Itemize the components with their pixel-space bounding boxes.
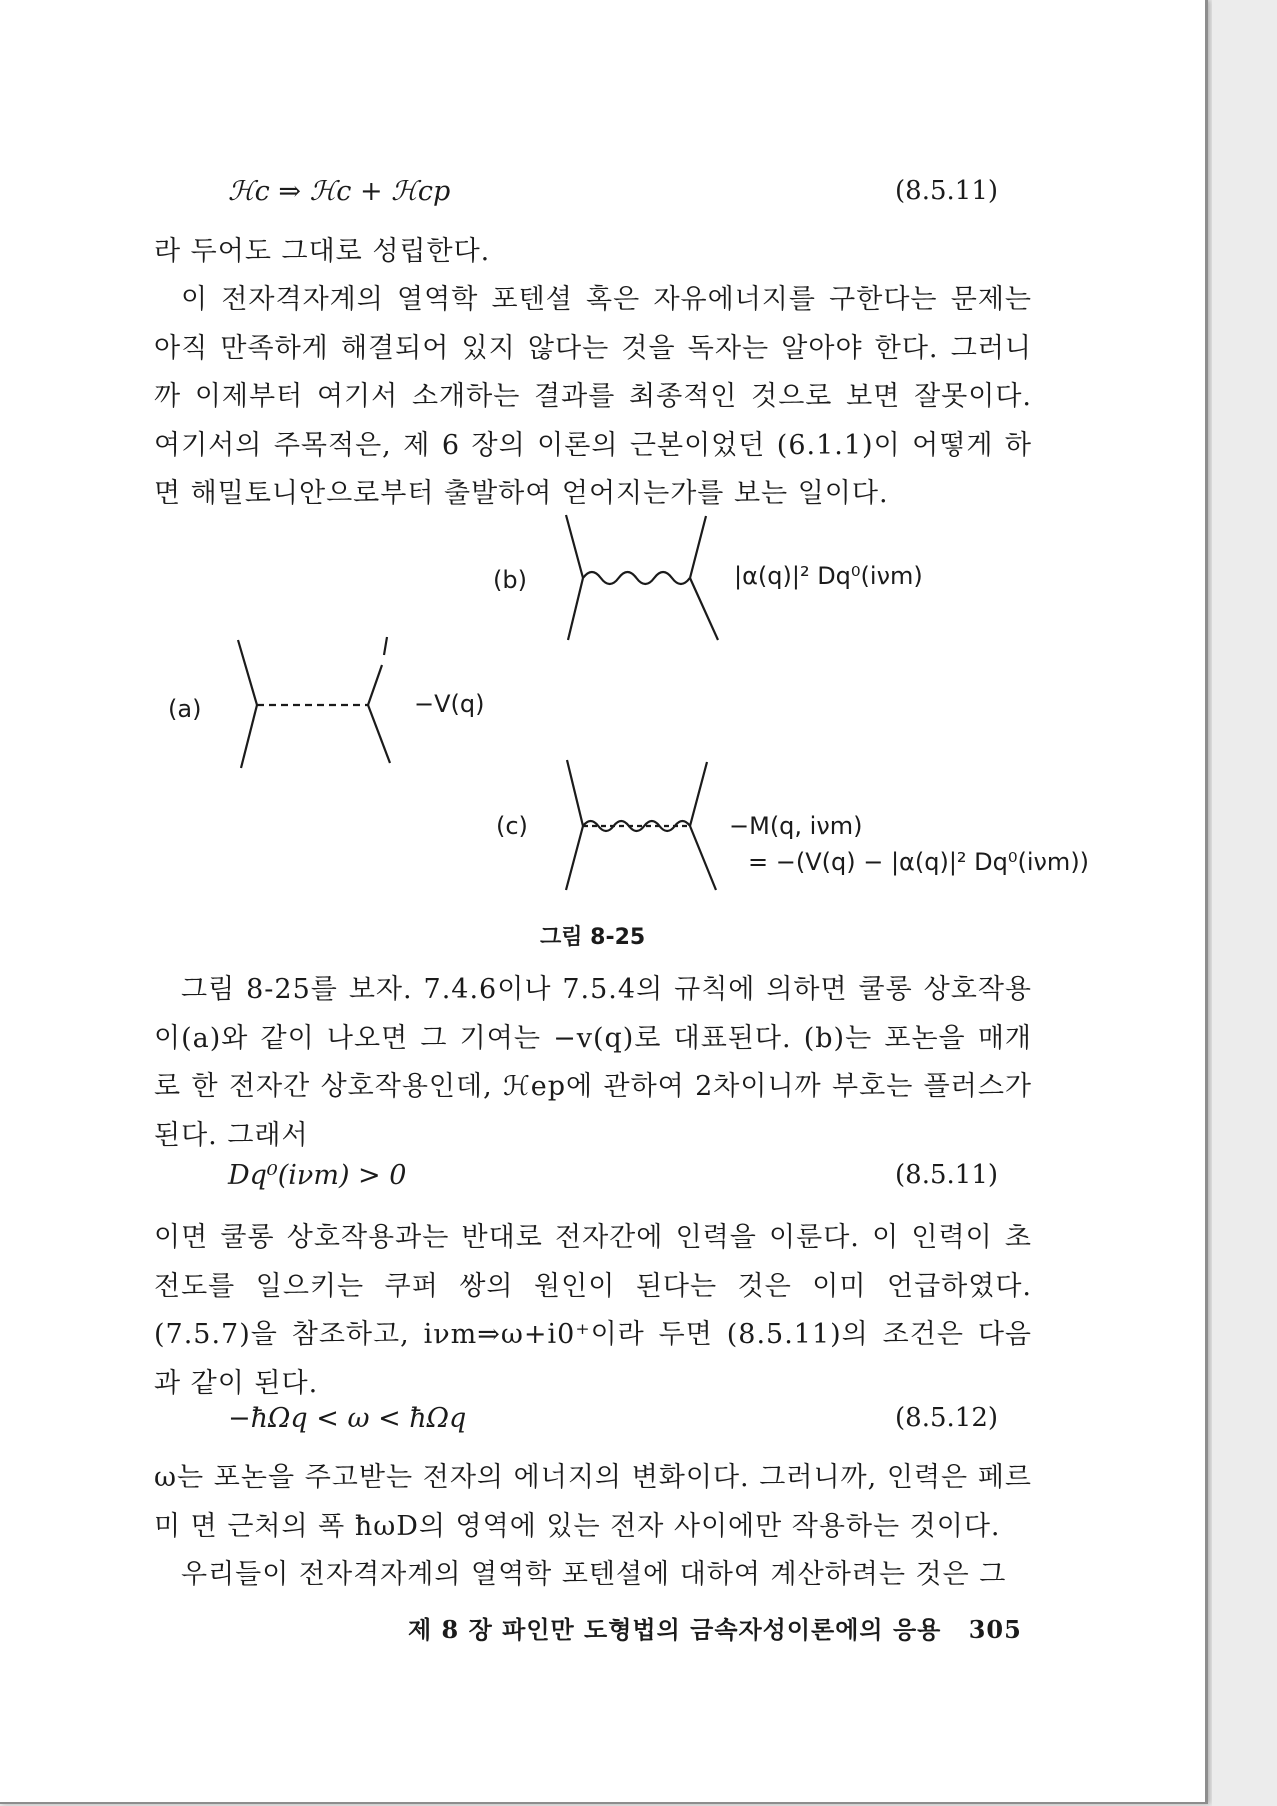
equation-formula: ℋc ⇒ ℋc + ℋcp xyxy=(228,176,451,207)
diagram-c-expression-line2: = −(V(q) − |α(q)|² Dq⁰(iνm)) xyxy=(748,848,1090,876)
equation-number: (8.5.11) xyxy=(895,1160,998,1190)
diagram-a-expression: −V(q) xyxy=(414,690,485,718)
equation-8-5-11-b xyxy=(228,1160,998,1204)
page-number: 305 xyxy=(968,1615,1022,1644)
viewer-background xyxy=(1212,0,1277,1806)
equation-number: (8.5.11) xyxy=(895,176,998,206)
diagram-c-expression-line1: −M(q, iνm) xyxy=(729,812,863,840)
equation-number: (8.5.12) xyxy=(895,1403,998,1433)
diagram-c-graphic xyxy=(566,760,716,890)
diagram-b-graphic xyxy=(566,515,718,640)
paragraph-3: 그림 8-25를 보자. 7.4.6이나 7.5.4의 규칙에 의하면 쿨롱 상호작용이(a)와 같이 나오면 그 기여는 −v(q)로 대표된다. (b)는 포논을 매개로 한 전자간 상호작용인데, ℋep에 관하여 2차이니까 부호는 플러스가 된다. 그래서 xyxy=(154,974,1032,1151)
paragraph-4: 이면 쿨롱 상호작용과는 반대로 전자간에 인력을 이룬다. 이 인력이 초전도를 일으키는 쿠퍼 쌍의 원인이 된다는 것은 이미 언급하였다. (7.5.7)을 참조하고, iνm⇒ω+i0⁺이라 두면 (8.5.11)의 조건은 다음과 같이 된다. xyxy=(154,1222,1032,1399)
diagram-a-label: (a) xyxy=(168,695,202,723)
diagram-b-expression: |α(q)|² Dq⁰(iνm) xyxy=(734,562,923,590)
paragraph-1: 라 두어도 그대로 성립한다. xyxy=(154,236,491,267)
figure-caption: 그림 8-25 xyxy=(540,925,646,950)
paragraph-2: 이 전자격자계의 열역학 포텐셜 혹은 자유에너지를 구한다는 문제는 아직 만족하게 해결되어 있지 않다는 것을 독자는 알아야 한다. 그러니까 이제부터 여기서 소개하는 결과를 최종적인 것으로 보면 잘못이다. 여기서의 주목적은, 제 6 장의 이론의 근본이었던 (6.1.1)이 어떻게 하면 해밀토니안으로부터 출발하여 얻어지는가를 보는 일이다. xyxy=(154,284,1032,509)
equation-8-5-11-a xyxy=(228,176,998,220)
chapter-title: 제 8 장 파인만 도형법의 금속자성이론에의 응용 xyxy=(408,1615,942,1644)
paragraph-5: ω는 포논을 주고받는 전자의 에너지의 변화이다. 그러니까, 인력은 페르미 면 근처의 폭 ħωD의 영역에 있는 전자 사이에만 작용하는 것이다. xyxy=(154,1462,1032,1542)
equation-8-5-12 xyxy=(228,1403,998,1447)
equation-formula: −ħΩq < ω < ħΩq xyxy=(228,1403,467,1434)
equation-formula: Dq⁰(iνm) > 0 xyxy=(228,1160,407,1191)
diagram-lines xyxy=(0,0,1,1)
diagram-c-label: (c) xyxy=(496,812,528,840)
diagram-a-graphic xyxy=(238,637,390,768)
paragraph-6: 우리들이 전자격자계의 열역학 포텐셜에 대하여 계산하려는 것은 그 xyxy=(181,1559,1007,1590)
diagram-b-label: (b) xyxy=(493,566,527,594)
running-footer xyxy=(408,1610,1022,1645)
